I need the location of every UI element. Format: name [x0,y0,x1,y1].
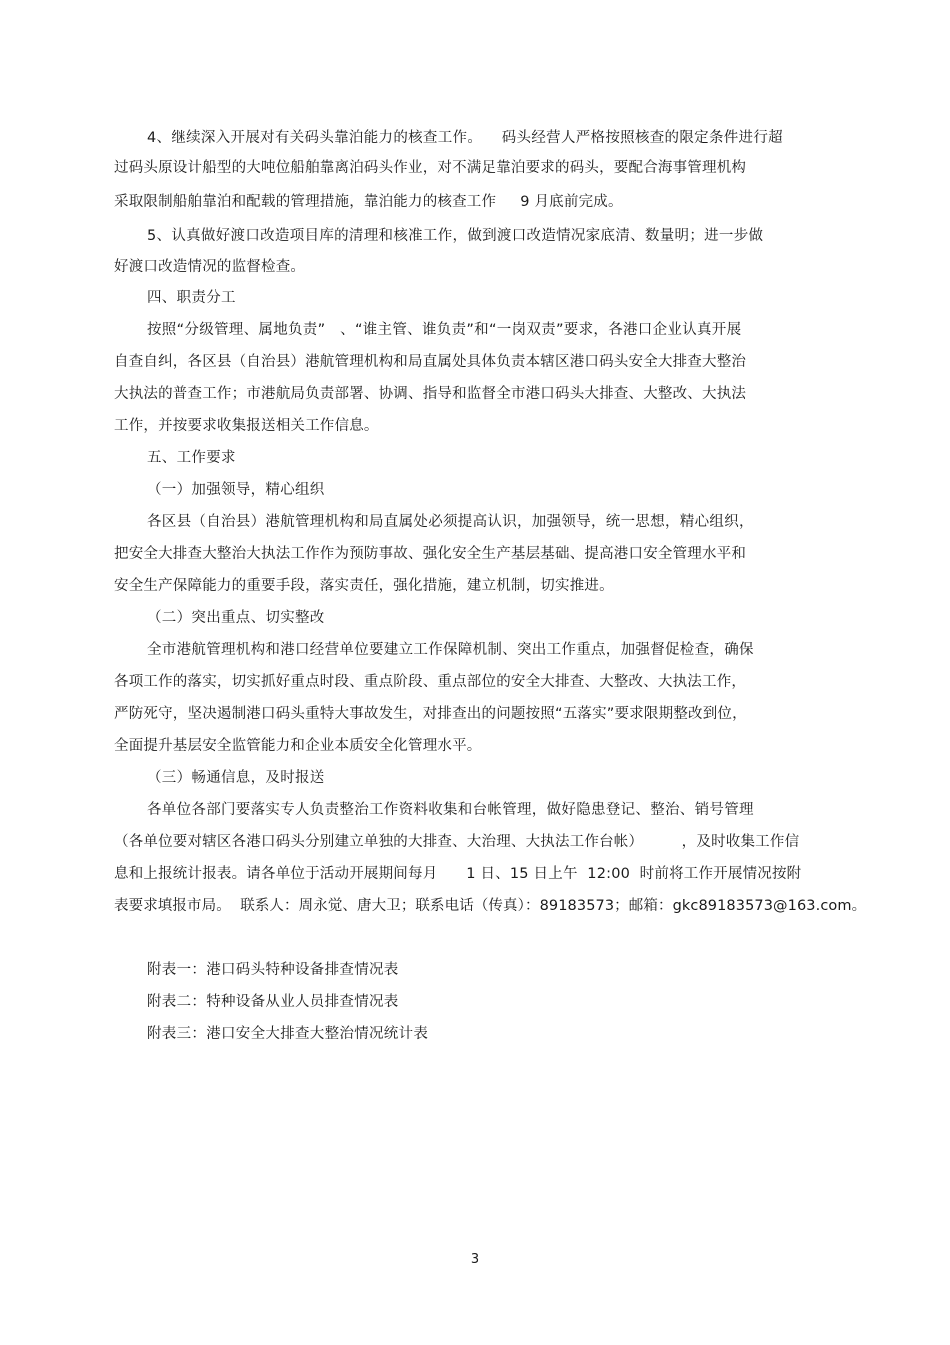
paragraph-line: 过码头原设计船型的大吨位船舶靠离泊码头作业，对不满足靠泊要求的码头，要配合海事管理机构 [114,160,747,176]
section-heading: 五、工作要求 [147,450,236,466]
paragraph-line: 5、认真做好渡口改造项目库的清理和核准工作，做到渡口改造情况家底清、数量明；进一步做 [147,228,764,244]
paragraph-line: 各单位各部门要落实专人负责整治工作资料收集和台帐管理，做好隐患登记、整治、销号管理 [147,802,754,818]
paragraph-line: 按照“分级管理、属地负责” 、“谁主管、谁负责”和“一岗双责”要求，各港口企业认真开展 [147,322,742,338]
section-heading: 四、职责分工 [147,290,236,306]
subsection-heading: （二）突出重点、切实整改 [147,610,325,626]
paragraph-line: 4、继续深入开展对有关码头靠泊能力的核查工作。 码头经营人严格按照核查的限定条件进行超 [147,130,783,146]
attachment-item: 附表一：港口码头特种设备排查情况表 [147,962,399,978]
paragraph-line: 工作，并按要求收集报送相关工作信息。 [114,418,379,434]
paragraph-line: 采取限制船舶靠泊和配载的管理措施，靠泊能力的核查工作 9 月底前完成。 [114,194,623,210]
subsection-heading: （一）加强领导，精心组织 [147,482,325,498]
attachment-item: 附表三：港口安全大排查大整治情况统计表 [147,1026,429,1042]
paragraph-line: 各区县（自治县）港航管理机构和局直属处必须提高认识，加强领导，统一思想，精心组织， [147,514,754,530]
subsection-heading: （三）畅通信息，及时报送 [147,770,325,786]
paragraph-line: 全市港航管理机构和港口经营单位要建立工作保障机制、突出工作重点，加强督促检查，确保 [147,642,754,658]
paragraph-line: 各项工作的落实，切实抓好重点时段、重点阶段、重点部位的安全大排查、大整改、大执法工作， [114,674,747,690]
paragraph-line: 好渡口改造情况的监督检查。 [114,259,306,275]
page-number: 3 [470,1252,480,1267]
paragraph-line: 自查自纠，各区县（自治县）港航管理机构和局直属处具体负责本辖区港口码头安全大排查大整治 [114,354,747,370]
paragraph-line: 全面提升基层安全监管能力和企业本质安全化管理水平。 [114,738,482,754]
paragraph-line: 安全生产保障能力的重要手段，落实责任，强化措施，建立机制，切实推进。 [114,578,614,594]
paragraph-line: 严防死守，坚决遏制港口码头重特大事故发生，对排查出的问题按照“五落实”要求限期整改到位， [114,706,747,722]
contact-line: 表要求填报市局。 联系人：周永觉、唐大卫；联系电话（传真）：89183573；邮箱：gkc89183573@163.com。 [114,898,867,914]
paragraph-line: 把安全大排查大整治大执法工作作为预防事故、强化安全生产基层基础、提高港口安全管理水平和 [114,546,747,562]
paragraph-line: （各单位要对辖区各港口码头分别建立单独的大排查、大治理、大执法工作台帐） ，及时收集工作信 [114,834,800,850]
paragraph-line: 大执法的普查工作；市港航局负责部署、协调、指导和监督全市港口码头大排查、大整改、大执法 [114,386,747,402]
paragraph-line: 息和上报统计报表。请各单位于活动开展期间每月 1 日、15 日上午 12:00 时前将工作开展情况按附 [114,866,802,882]
attachment-item: 附表二：特种设备从业人员排查情况表 [147,994,399,1010]
